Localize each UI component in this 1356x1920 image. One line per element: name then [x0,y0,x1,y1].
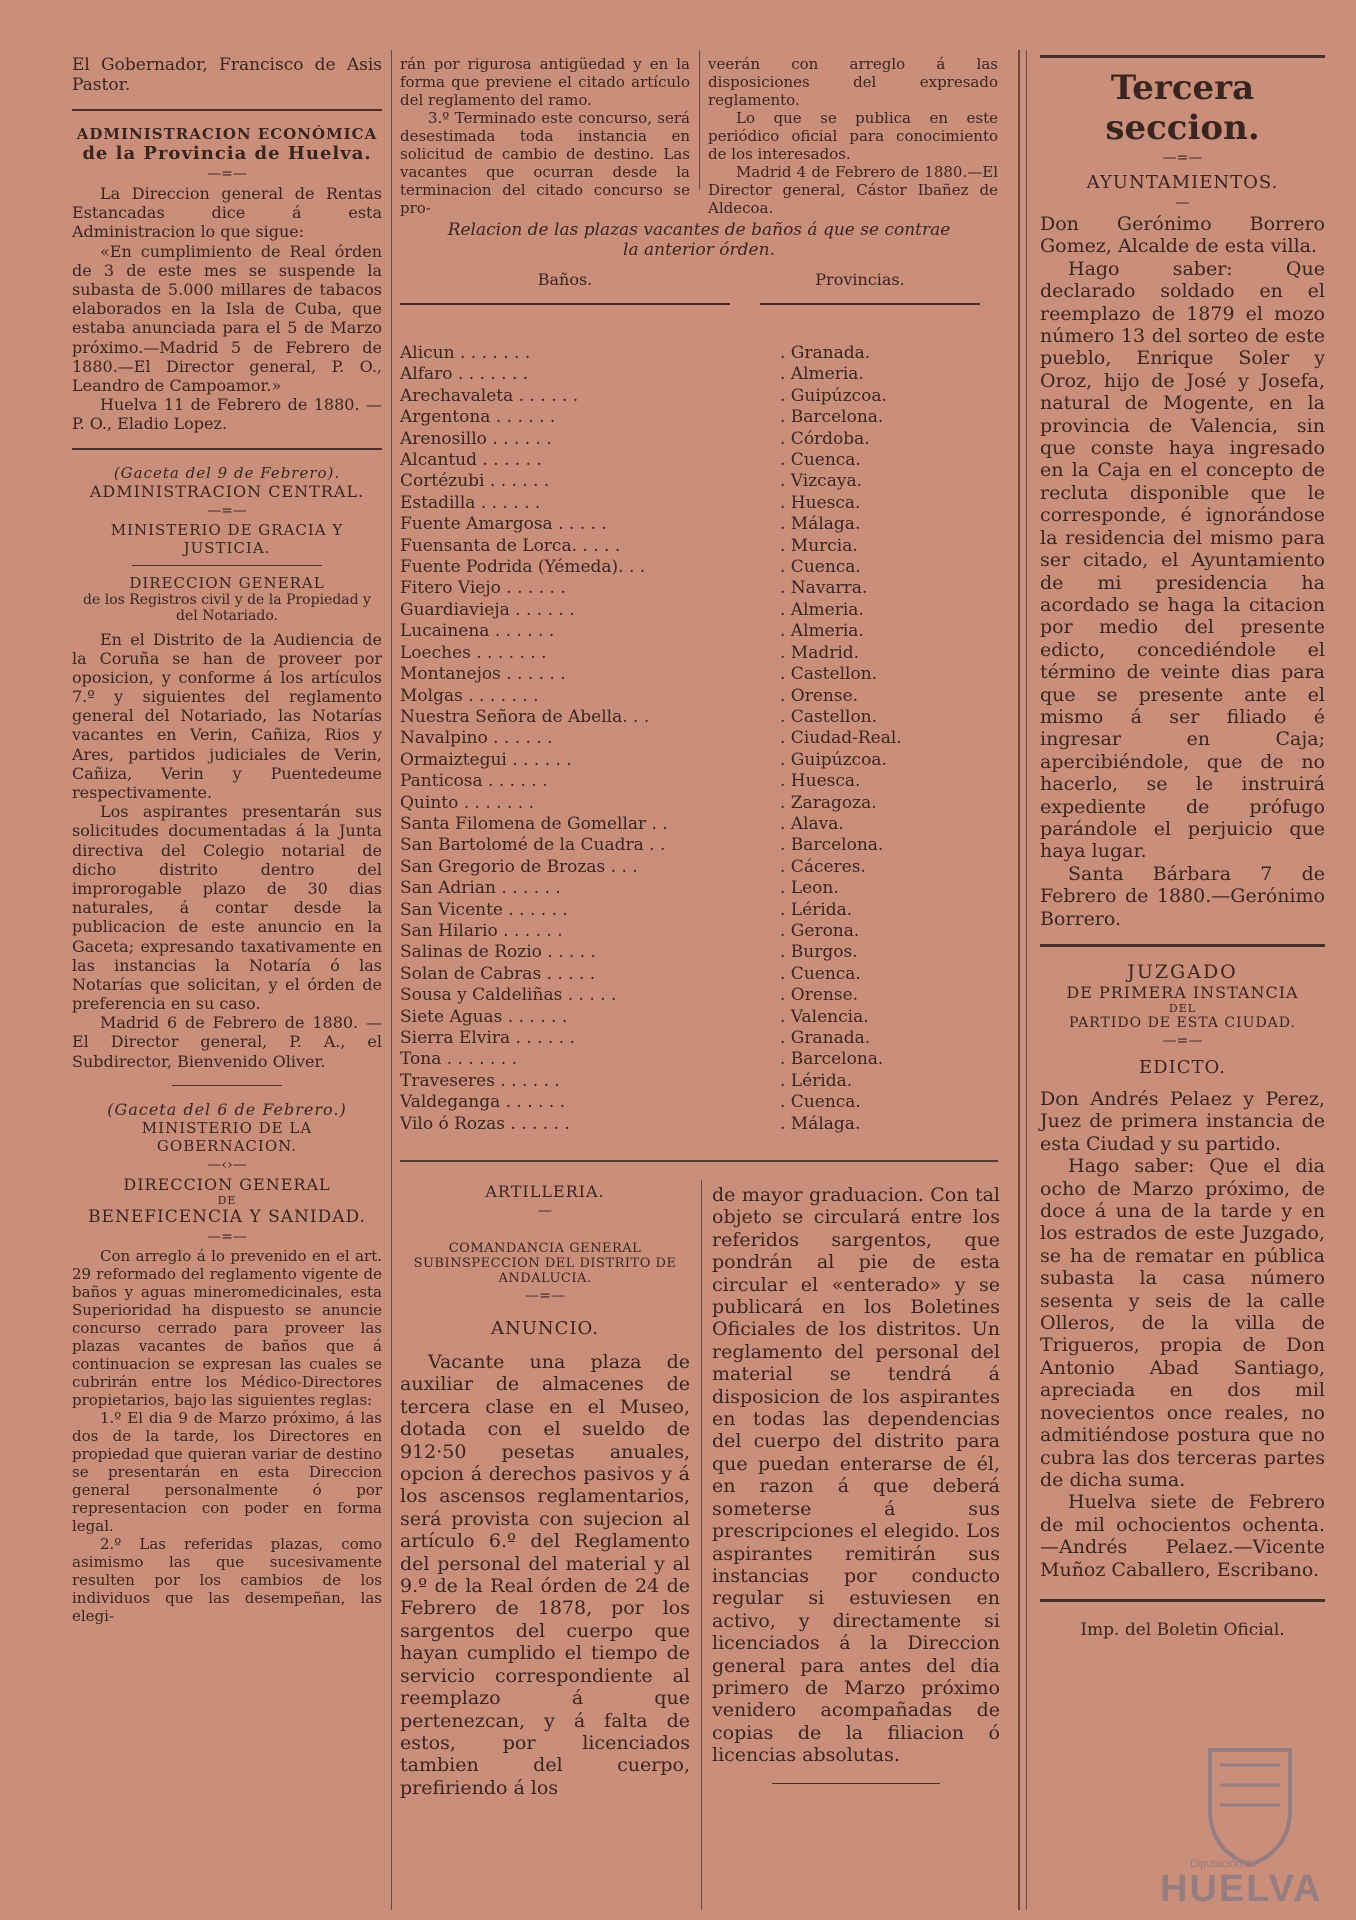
diputacion-huelva-watermark [1150,1740,1350,1910]
province-name: . Barcelona. [780,407,884,428]
bath-name: Arechavaleta . . . . . . [400,385,579,406]
bath-name: San Gregorio de Brozas . . . [400,856,638,877]
header-provincias: Provincias. [815,270,905,289]
table-row [400,728,998,749]
table-row [400,664,998,685]
bath-name: Valdeganga . . . . . . [400,1092,566,1113]
paragraph: Huelva siete de Febrero de mil ochocientos ochenta. —Andrés Pelaez.—Vicente Muñoz Caballero, Escribano. [1040,1491,1325,1581]
bath-name: Santa Filomena de Gomellar . . [400,813,668,834]
paragraph: Madrid 4 de Febrero de 1880.—El Director general, Cástor Ibañez de Aldecoa. [708,163,998,217]
paragraph: Santa Bárbara 7 de Febrero de 1880.—Gerónimo Borrero. [1040,862,1325,930]
province-name: . Almeria. [780,599,864,620]
header-banos: Baños. [537,270,593,289]
column-divider [391,50,392,1910]
baths-rows [400,343,998,1135]
table-row [400,707,998,728]
section-title: DIRECCION GENERAL [123,1174,331,1194]
section-title: BENEFICENCIA Y SANIDAD. [88,1206,366,1227]
section-title: PARTIDO DE ESTA CIUDAD. [1069,1015,1296,1031]
column-divider [1026,50,1027,1910]
section-title: DEL [1168,1002,1197,1015]
bath-name: Solan de Cabras . . . . . [400,963,596,984]
province-name: . Lérida. [780,1070,853,1091]
column-4 [1040,55,1325,1640]
artilleria-right [712,1184,1000,1800]
table-row [400,793,998,814]
imprint: Imp. del Boletin Oficial. [1080,1619,1285,1640]
section-title: de la Provincia de Huelva. [82,143,372,165]
section-subtitle: COMANDANCIA GENERAL SUBINSPECCION DEL DISTRITO DE ANDALUCIA. [413,1241,677,1286]
paragraph: «En cumplimiento de Real órden de 3 de este mes se suspende la subasta de 5.000 millares de tabacos elaborados en la Isla de Cuba, que estaba anunciada para el 5 de Marzo próximo.—Madrid 5 de Febrero de 1880.—El Director general, P. O., Leandro de Campoamor.» [72,241,382,395]
table-row [400,600,998,621]
separator: —=— [207,502,247,519]
paragraph: En el Distrito de la Audiencia de la Coruña se han de proveer por oposicion, y conforme á los artículos 7.º y siguientes del reglamento general del Notariado, las Notarías vacantes en Verin, Cañiza, Rios y Ares, partidos judiciales de Verin, Cañiza, Verin y Puentedeume respectivamente. [72,629,382,803]
table-row [400,1071,998,1092]
section-rule [772,1783,940,1784]
table-row [400,643,998,664]
watermark-small-text: Diputación de [1190,1858,1258,1870]
bath-name: Lucainena . . . . . . [400,621,555,642]
bath-name: Quinto . . . . . . . [400,792,534,813]
separator: —‹›— [207,1156,247,1173]
province-name: . Málaga. [780,514,861,535]
table-row [400,1114,998,1135]
table-row [400,364,998,385]
section-rule [132,565,322,566]
column-3-top [708,55,998,217]
province-name: . Navarra. [780,578,868,599]
table-row [400,900,998,921]
province-name: . Zaragoza. [780,792,877,813]
bath-name: Panticosa . . . . . . [400,771,548,792]
paragraph: Hago saber: Que el dia ocho de Marzo próximo, de doce á una de la tarde y en los estrados de este Juzgado, se ha de rematar en pública subasta la casa número sesenta y seis de la calle Olleros, de la villa de Trigueros, propia de Don Antonio Abad Santiago, apreciada en dos mil novecientos once reales, no admitiéndose postura que no cubra las dos terceras partes de dicha suma. [1040,1155,1325,1491]
bath-name: Argentona . . . . . . [400,407,556,428]
bath-name: Fuensanta de Lorca. . . . . [400,535,621,556]
section-rule [400,1160,998,1162]
paragraph: Lo que se publica en este periódico oficial para conocimiento de los interesados. [708,109,998,163]
edicto-title: EDICTO. [1139,1057,1226,1078]
paragraph: La Direccion general de Rentas Estancadas dice á esta Administracion lo que sigue: [72,184,382,242]
paragraph: de mayor graduacion. Con tal objeto se circulará entre los referidos sargentos, que pondrán al pie de esta circular el «enterado» y se publicará en los Boletines Oficiales de los distritos. Un reglamento del personal del material se tendrá á disposicion de los aspirantes en todas las dependencias del cuerpo del distrito para que puedan enterarse de él, en razon á que deberá someterse á sus prescripciones el elegido. Los aspirantes remitirán sus instancias por conducto regular si estuviesen en activo, y directamente si licenciados á la Direccion general para antes del dia primero de Marzo próximo venidero acompañadas de copias de la filiacion ó licencias absolutas. [712,1184,1000,1767]
province-name: . Guipúzcoa. [780,385,887,406]
paragraph: Huelva 11 de Febrero de 1880. —P. O., Eladio Lopez. [72,395,382,434]
bath-name: Sierra Elvira . . . . . . [400,1028,575,1048]
bath-name: San Bartolomé de la Cuadra . . [400,835,666,856]
province-name: . Ciudad-Real. [780,728,902,749]
paragraph: veerán con arreglo á las disposiciones del expresado reglamento. [708,55,998,109]
section-rule [72,448,382,450]
separator: —=— [1162,1033,1203,1049]
bath-name: Traveseres . . . . . . [400,1070,560,1091]
province-name: . Guipúzcoa. [780,749,887,770]
bath-name: Loeches . . . . . . . [400,642,547,663]
table-row [400,857,998,878]
separator: —=— [207,1228,247,1245]
column-2-top [400,55,690,217]
section-rule [172,1085,282,1086]
table-row [400,814,998,835]
bath-name: San Vicente . . . . . . [400,899,568,920]
province-name: . Málaga. [780,1113,861,1134]
table-row [400,771,998,792]
section-title: ARTILLERIA. [485,1182,605,1201]
table-row [400,921,998,942]
province-name: . Lérida. [780,899,853,920]
table-title: Relacion de las plazas vacantes de baños á que se contrae la anterior órden. [447,220,951,260]
column-divider [701,1180,702,1910]
column-divider [699,50,700,190]
table-row [400,835,998,856]
section-title: MINISTERIO DE GRACIA Y JUSTICIA. [110,520,344,557]
section-rule [1040,55,1325,58]
province-name: . Cuenca. [780,1092,861,1113]
table-row [400,557,998,578]
paragraph: 2.º Las referidas plazas, como asimismo las que sucesivamente resulten por los cambios de los individuos que las desempeñan, las elegi- [72,1534,382,1625]
table-row [400,1049,998,1070]
table-row [400,964,998,985]
section-rule [1040,944,1325,947]
baths-table [400,220,998,305]
province-name: . Almeria. [780,621,864,642]
gaceta-note: (Gaceta del 6 de Febrero.) [107,1099,347,1119]
bath-name: Alcantud . . . . . . [400,450,542,471]
province-name: . Almeria. [780,364,864,385]
paragraph: 1.º El dia 9 de Marzo próximo, á las dos de la tarde, los Directores en propiedad que quieran variar de destino se presentarán en esta Direccion general personalmente ó por representacion con poder en forma legal. [72,1408,382,1535]
anuncio-title: ANUNCIO. [491,1318,599,1339]
table-row [400,942,998,963]
paragraph: Vacante una plaza de auxiliar de almacenes de tercera clase en el Museo, dotada con el sueldo de 912·50 pesetas anuales, opcion á derechos pasivos y á los ascensos reglamentarios, será provista con sujecion al artículo 6.º del Reglamento del personal del material y al 9.º de la Real órden de 24 de Febrero de 1878, por los sargentos del cuerpo que hayan cumplido el tiempo de servicio correspondiente al reemplazo á que pertenezcan, y á falta de estos, por licenciados tambien del cuerpo, prefiriendo á los [400,1351,690,1799]
section-title: DIRECCION GENERAL [129,573,325,592]
bath-name: Sousa y Caldeliñas . . . . . [400,985,617,1006]
table-row [400,750,998,771]
bath-name: Ormaiztegui . . . . . . [400,749,572,770]
section-title: MINISTERIO DE LA GOBERNACION. [141,1118,313,1155]
province-name: . Granada. [780,1028,871,1048]
province-name: . Orense. [780,685,859,706]
bath-name: Navalpino . . . . . . [400,728,553,749]
table-header [400,270,998,289]
paragraph: Los aspirantes presentarán sus solicitudes documentadas á la Junta directiva del Colegio notarial de dicho distrito dentro del improrogable plazo de 30 dias naturales, á contar desde la publicacion de este anuncio en la Gaceta; expresando taxativamente en las instancias la Notaría ó las Notarías que solicitan, y el órden de preferencia en su caso. [72,802,382,1014]
table-row [400,536,998,557]
column-1 [72,55,382,1625]
artilleria-left [400,1182,690,1799]
section-rule [1040,1599,1325,1602]
section-rule [72,109,382,111]
province-name: . Granada. [780,343,871,363]
province-name: . Murcia. [780,535,858,556]
paragraph: Don Gerónimo Borrero Gomez, Alcalde de esta villa. [1040,213,1325,258]
table-row [400,343,998,364]
section-title: DE [217,1193,237,1207]
province-name: . Vizcaya. [780,471,862,492]
separator: — [1175,195,1190,211]
section-title: Tercera seccion. [1105,68,1260,148]
table-row [400,514,998,535]
bath-name: Molgas . . . . . . . [400,685,539,706]
governor-signature: El Gobernador, Francisco de Asis Pastor. [72,55,382,96]
province-name: . Valencia. [780,1006,869,1027]
paragraph: Hago saber: Que declarado soldado en el reemplazo de 1879 el mozo número 13 del sorteo de este pueblo, Enrique Soler y Oroz, hijo de José y Josefa, natural de Mogente, en la provincia de Valencia, sin que conste haya ingresado en la Caja en el concepto de recluta disponible que le corresponde, é ignorándose la residencia del mismo para ser citado, el Ayuntamiento de mi presidencia ha acordado se haga la citacion por medio del presente edicto, concediéndole el término de veinte dias para que se presente ante el mismo á ser filiado é ingresar en Caja; apercibiéndole, que de no hacerlo, se le instruirá expediente de prófugo parándole el perjuicio que haya lugar. [1040,257,1325,863]
province-name: . Cuenca. [780,963,861,984]
table-row [400,1028,998,1049]
column-divider [1018,50,1020,1910]
table-row [400,1007,998,1028]
table-row [400,429,998,450]
province-name: . Barcelona. [780,1049,884,1070]
province-name: . Alava. [780,813,844,834]
section-title: ADMINISTRACION ECONÓMICA [76,125,378,144]
table-row [400,471,998,492]
province-name: . Burgos. [780,942,858,963]
table-row [400,450,998,471]
watermark-text: HUELVA [1160,1868,1323,1910]
paragraph: rán por rigurosa antigüedad y en la forma que previene el citado artículo del reglamento del ramo. [400,55,690,109]
bath-name: Montanejos . . . . . . [400,664,566,685]
province-name: . Castellon. [780,664,878,685]
province-name: . Madrid. [780,642,860,663]
province-name: . Cuenca. [780,557,861,578]
bath-name: Vilo ó Rozas . . . . . . [400,1113,570,1134]
separator: —=— [525,1288,565,1304]
bath-name: San Adrian . . . . . . [400,878,561,899]
table-row [400,1092,998,1113]
bath-name: Guardiavieja . . . . . . [400,599,575,620]
province-name: . Barcelona. [780,835,884,856]
table-row [400,493,998,514]
paragraph: Don Andrés Pelaez y Perez, Juez de primera instancia de esta Ciudad y su partido. [1040,1088,1325,1155]
section-title: DE PRIMERA INSTANCIA [1066,983,1299,1002]
paragraph: 3.º Terminado este concurso, será desestimada toda instancia en solicitud de cambio de destino. Las vacantes que ocurran desde la terminacion del citado concurso se pro- [400,109,690,217]
bath-name: Tona . . . . . . . [400,1049,517,1070]
section-title: AYUNTAMIENTOS. [1086,172,1279,193]
province-name: . Castellon. [780,706,878,727]
bath-name: Cortézubi . . . . . . [400,471,550,492]
province-name: . Cuenca. [780,450,861,471]
gaceta-note: (Gaceta del 9 de Febrero). [113,463,341,482]
province-name: . Leon. [780,878,839,899]
separator: — [538,1203,552,1219]
bath-name: San Hilario . . . . . . [400,920,563,941]
separator: —=— [1162,150,1203,166]
table-row [400,878,998,899]
province-name: . Córdoba. [780,428,870,449]
bath-name: Estadilla . . . . . . [400,492,541,513]
table-rule [400,303,998,305]
province-name: . Gerona. [780,920,860,941]
section-title: JUZGADO [1127,961,1238,983]
paragraph: Con arreglo á lo prevenido en el art. 29 reformado del reglamento vigente de baños y aguas mineromedicinales, esta Superioridad ha dispuesto se anuncie concurso cerrado para proveer las plazas vacantes de baños que á continuacion se expresan las cuales se cubrirán entre los Médico-Directores propietarios, bajo las siguientes reglas: [72,1246,382,1409]
table-row [400,578,998,599]
bath-name: Alfaro . . . . . . . [400,364,529,385]
bath-name: Nuestra Señora de Abella. . . [400,706,650,727]
bath-name: Fuente Podrida (Yémeda). . . [400,557,646,578]
bath-name: Siete Aguas . . . . . . [400,1006,568,1027]
table-row [400,407,998,428]
bath-name: Alicun . . . . . . . [400,343,531,363]
province-name: . Huesca. [780,771,861,792]
paragraph: Madrid 6 de Febrero de 1880. —El Director general, P. A., el Subdirector, Bienvenido Oliver. [72,1013,382,1071]
province-name: . Huesca. [780,492,861,513]
table-row [400,686,998,707]
section-subtitle: de los Registros civil y de la Propiedad y del Notariado. [83,591,371,624]
bath-name: Arenosillo . . . . . . [400,428,552,449]
table-row [400,621,998,642]
province-name: . Cáceres. [780,856,866,877]
table-row [400,985,998,1006]
bath-name: Fuente Amargosa . . . . . [400,514,607,535]
section-title: ADMINISTRACION CENTRAL. [89,481,365,501]
bath-name: Fitero Viejo . . . . . . [400,578,566,599]
table-row [400,386,998,407]
separator: —=— [207,166,247,183]
province-name: . Orense. [780,985,859,1006]
bath-name: Salinas de Rozio . . . . . [400,942,596,963]
